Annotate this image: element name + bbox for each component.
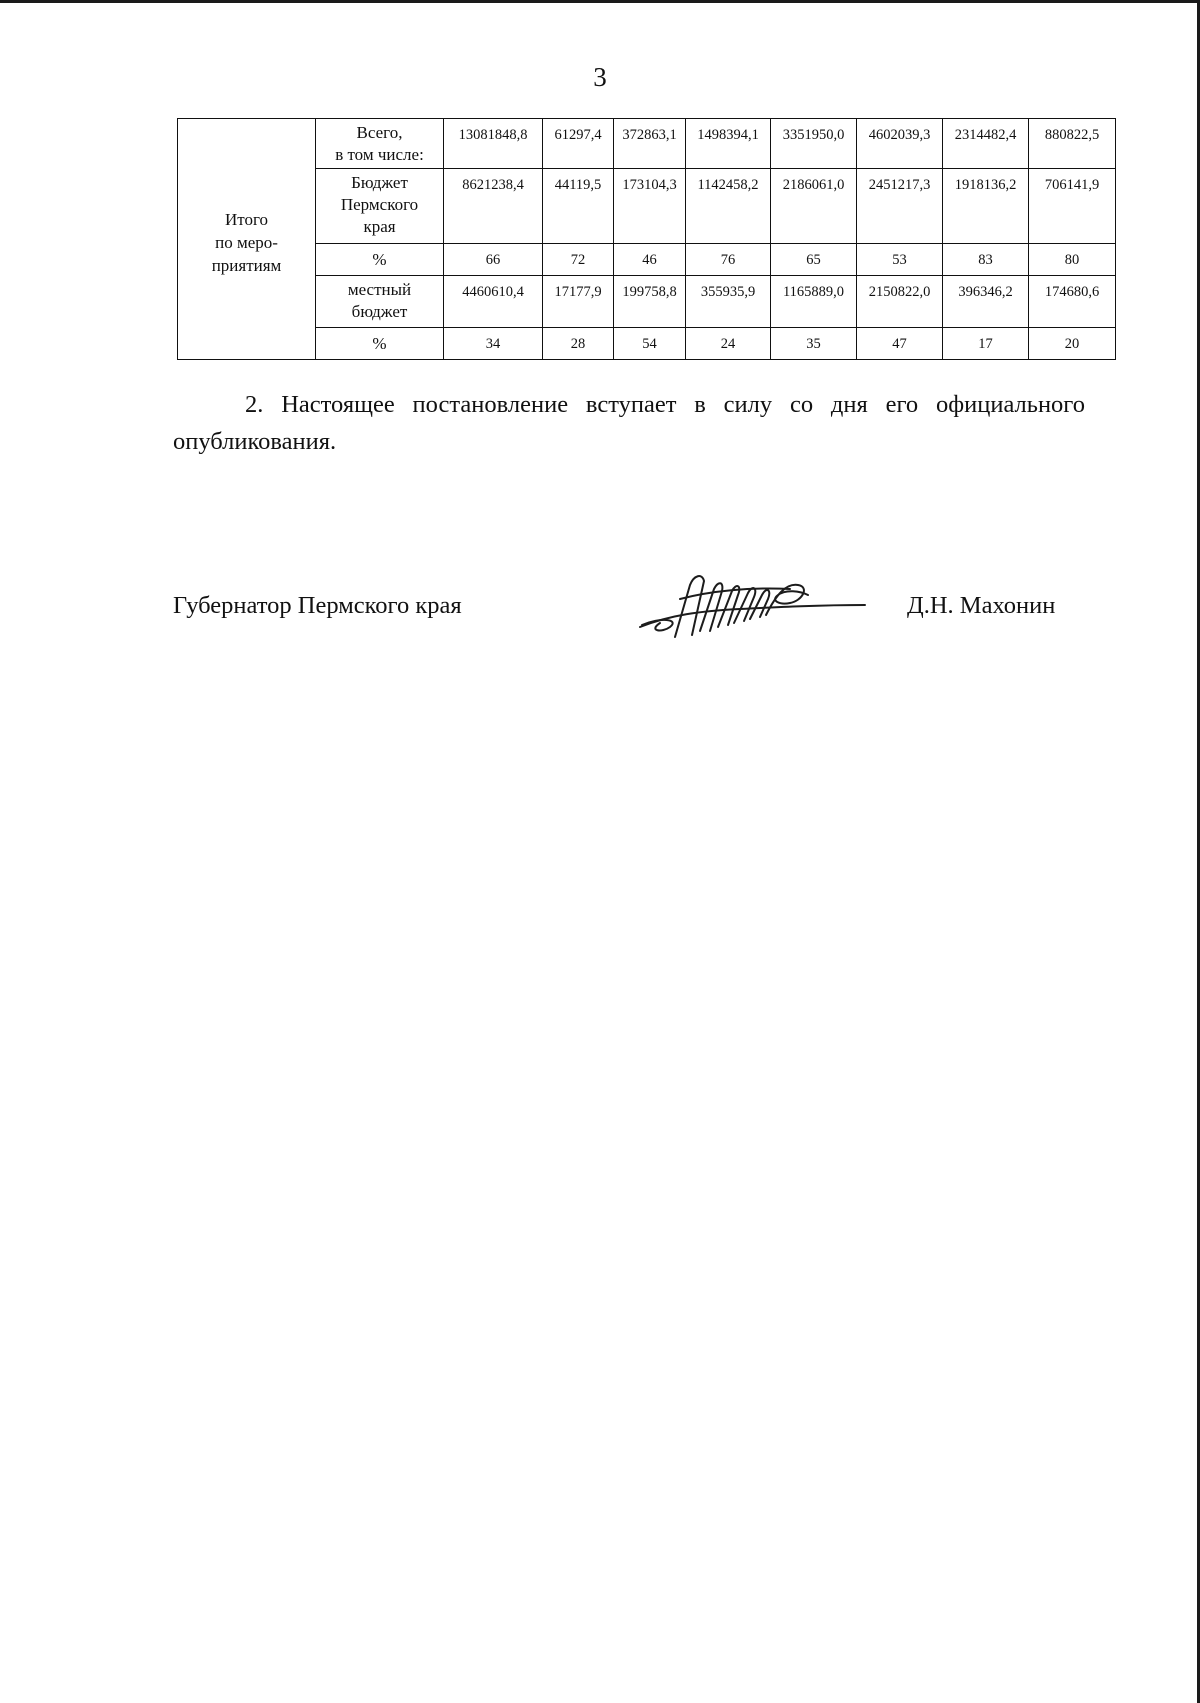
value-cell: 13081848,8 (444, 119, 543, 169)
value-cell: 174680,6 (1029, 276, 1116, 328)
value-cell: 4602039,3 (857, 119, 943, 169)
paragraph-text: 2. Настоящее постановление вступает в силу со дня его официального опубликования. (173, 391, 1085, 455)
table-row (178, 244, 1116, 276)
value-cell: 46 (614, 244, 686, 276)
value-cell: 53 (857, 244, 943, 276)
value-cell: 355935,9 (686, 276, 771, 328)
value-cell: 1918136,2 (943, 169, 1029, 244)
table-row (178, 169, 1116, 244)
value-cell: 2150822,0 (857, 276, 943, 328)
value-cell: 17 (943, 328, 1029, 360)
value-cell: 28 (543, 328, 614, 360)
page-number: 3 (593, 62, 607, 92)
row-label-cell: % (316, 244, 444, 276)
value-cell: 17177,9 (543, 276, 614, 328)
row-label-cell: Всего, в том числе: (316, 119, 444, 169)
table-row (178, 119, 1116, 169)
scan-border-top (0, 0, 1200, 3)
value-cell: 372863,1 (614, 119, 686, 169)
row-label-cell: местный бюджет (316, 276, 444, 328)
signer-position: Губернатор Пермского края (173, 592, 462, 619)
value-cell: 3351950,0 (771, 119, 857, 169)
value-cell: 1165889,0 (771, 276, 857, 328)
value-cell: 8621238,4 (444, 169, 543, 244)
handwritten-signature (630, 565, 870, 641)
value-cell: 76 (686, 244, 771, 276)
row-label-cell: % (316, 328, 444, 360)
value-cell: 880822,5 (1029, 119, 1116, 169)
value-cell: 1142458,2 (686, 169, 771, 244)
value-cell: 2314482,4 (943, 119, 1029, 169)
value-cell: 1498394,1 (686, 119, 771, 169)
signer-name: Д.Н. Махонин (907, 592, 1056, 619)
group-label-cell: Итого по меро- приятиям (178, 119, 316, 360)
value-cell: 35 (771, 328, 857, 360)
value-cell: 83 (943, 244, 1029, 276)
value-cell: 2451217,3 (857, 169, 943, 244)
value-cell: 706141,9 (1029, 169, 1116, 244)
value-cell: 44119,5 (543, 169, 614, 244)
value-cell: 61297,4 (543, 119, 614, 169)
value-cell: 199758,8 (614, 276, 686, 328)
value-cell: 173104,3 (614, 169, 686, 244)
value-cell: 65 (771, 244, 857, 276)
value-cell: 24 (686, 328, 771, 360)
value-cell: 72 (543, 244, 614, 276)
row-label-cell: Бюджет Пермского края (316, 169, 444, 244)
value-cell: 20 (1029, 328, 1116, 360)
value-cell: 4460610,4 (444, 276, 543, 328)
value-cell: 2186061,0 (771, 169, 857, 244)
value-cell: 54 (614, 328, 686, 360)
value-cell: 34 (444, 328, 543, 360)
value-cell: 80 (1029, 244, 1116, 276)
value-cell: 47 (857, 328, 943, 360)
table-row (178, 276, 1116, 328)
effective-date-paragraph (173, 386, 1085, 460)
value-cell: 396346,2 (943, 276, 1029, 328)
budget-table (177, 118, 1116, 360)
value-cell: 66 (444, 244, 543, 276)
table-row (178, 328, 1116, 360)
